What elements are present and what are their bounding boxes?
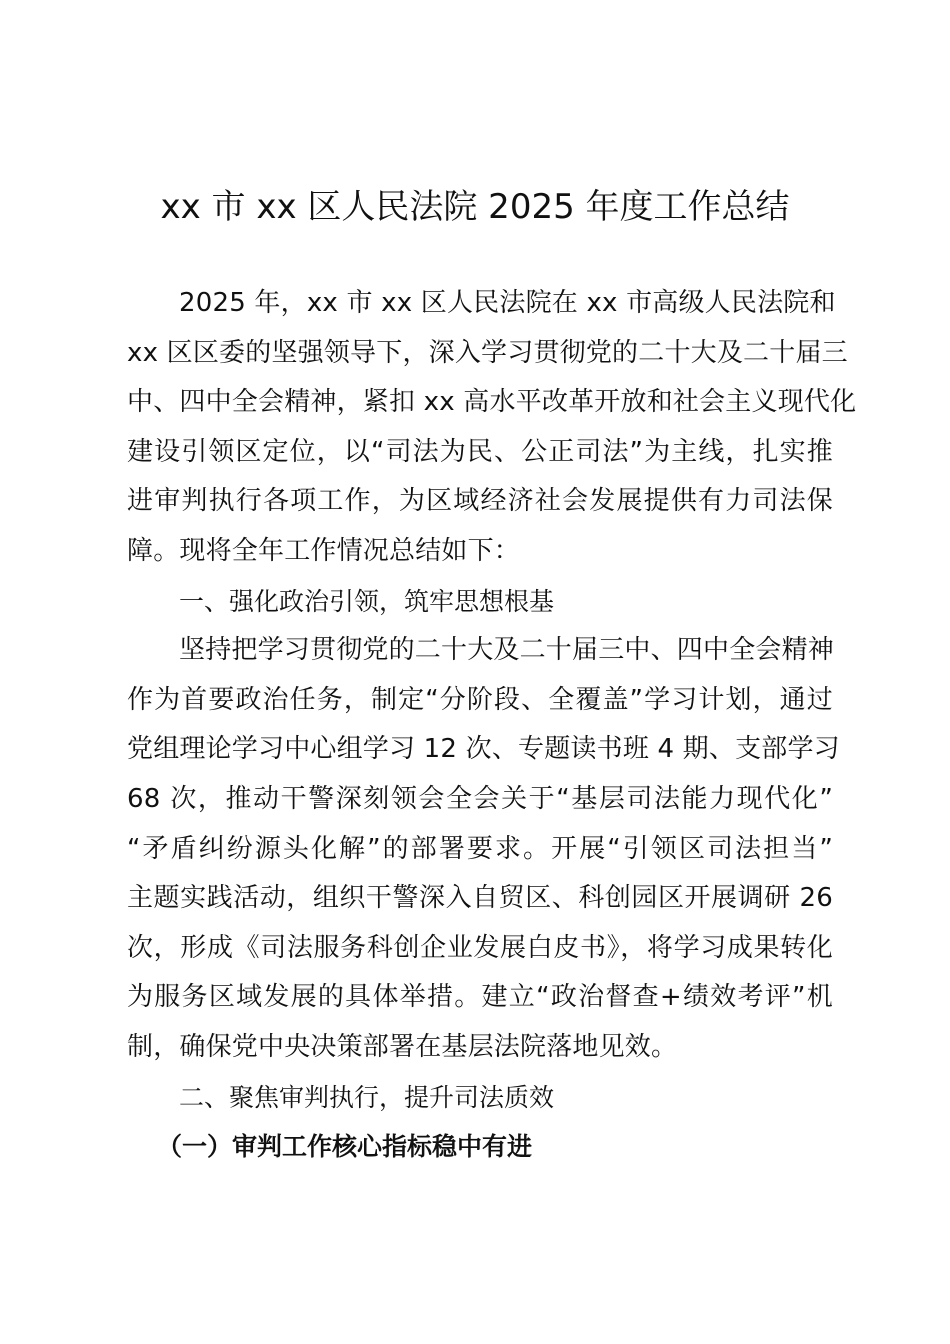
text-line: “矛盾纠纷源头化解”的部署要求。开展“引领区司法担当”	[127, 833, 833, 864]
text-line: 中、四中全会精神，紧扣 xx 高水平改革开放和社会主义现代化	[127, 387, 857, 418]
text-line: 为服务区域发展的具体举措。建立“政治督查+绩效考评”机	[127, 982, 833, 1013]
section1-paragraph	[127, 626, 840, 1072]
text-line: 作为首要政治任务，制定“分阶段、全覆盖”学习计划，通过	[127, 684, 833, 715]
text-line: 次，形成《司法服务科创企业发展白皮书》，将学习成果转化	[127, 932, 833, 963]
text-line: 2025 年，xx 市 xx 区人民法院在 xx 市高级人民法院和	[179, 288, 836, 318]
section-heading-2: 二、聚焦审判执行，提升司法质效	[179, 1082, 555, 1112]
text-line: 制，确保党中央决策部署在基层法院落地见效。	[127, 1031, 678, 1062]
intro-paragraph	[127, 279, 857, 577]
text-line: 进审判执行各项工作，为区域经济社会发展提供有力司法保	[127, 486, 833, 517]
text-line: 党组理论学习中心组学习 12 次、专题读书班 4 期、支部学习	[127, 734, 840, 765]
text-line: 障。现将全年工作情况总结如下：	[127, 535, 521, 566]
text-line: 坚持把学习贯彻党的二十大及二十届三中、四中全会精神	[179, 635, 835, 666]
text-line: 68 次，推动干警深刻领会全会关于“基层司法能力现代化”	[127, 783, 833, 814]
text-line: 主题实践活动，组织干警深入自贸区、科创园区开展调研 26	[127, 883, 833, 914]
section-heading-1: 一、强化政治引领，筑牢思想根基	[179, 586, 555, 616]
subsection-heading-1: （一）审判工作核心指标稳中有进	[157, 1132, 533, 1162]
text-line: xx 区区委的坚强领导下，深入学习贯彻党的二十大及二十届三	[127, 337, 848, 368]
document-body	[127, 279, 857, 1172]
text-line: 建设引领区定位，以“司法为民、公正司法”为主线，扎实推	[127, 436, 833, 467]
document-title: xx 市 xx 区人民法院 2025 年度工作总结	[160, 187, 790, 227]
